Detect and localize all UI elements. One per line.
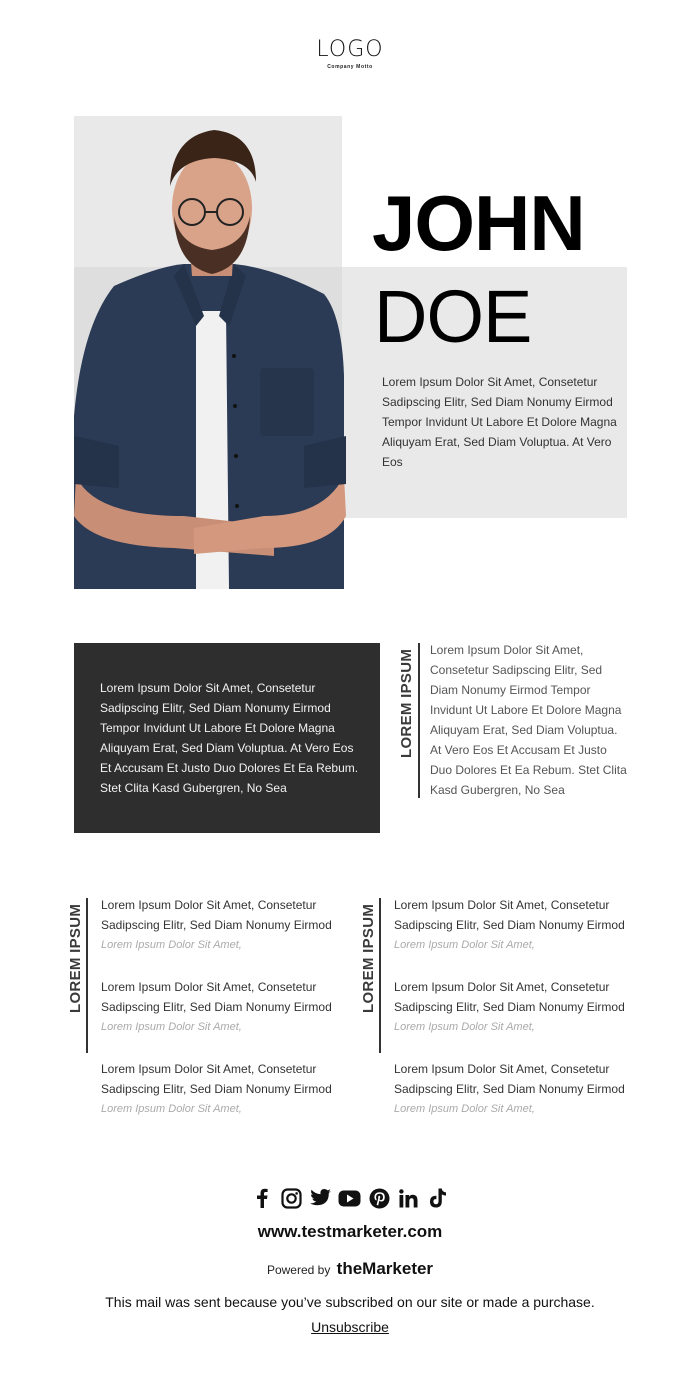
side-text: Lorem Ipsum Dolor Sit Amet, Consetetur Sadipscing Elitr, Sed Diam Nonumy Eirmod Tempor Invidunt Ut Labore Et Dolore Magna Aliquyam Erat, Sed Diam Voluptua. At Vero Eos Et Accusam Et Justo Duo Dolores Et Ea Rebum. Stet Clita Kasd Gubergren, No Sea (430, 643, 627, 797)
facebook-icon[interactable] (250, 1186, 273, 1210)
company-logo (300, 38, 400, 70)
vertical-divider (86, 898, 88, 1053)
column-label: LOREM IPSUM (67, 903, 84, 1013)
item-subtext: Lorem Ipsum Dolor Sit Amet, (101, 939, 242, 951)
powered-by-label: Powered by (266, 1263, 331, 1277)
social-links (250, 1185, 450, 1211)
list-item (394, 1059, 634, 1117)
first-name-heading: JOHN (372, 179, 585, 267)
hero-description: Lorem Ipsum Dolor Sit Amet, Consetetur Sadipscing Elitr, Sed Diam Nonumy Eirmod Tempor Invidunt Ut Labore Et Dolore Magna Aliquyam Erat, Sed Diam Voluptua. At Vero Eos (382, 375, 617, 469)
last-name-heading: DOE (374, 275, 532, 358)
dark-box-text: Lorem Ipsum Dolor Sit Amet, Consetetur Sadipscing Elitr, Sed Diam Nonumy Eirmod Tempor Invidunt Ut Labore Et Dolore Magna Aliquyam Erat, Sed Diam Voluptua. At Vero Eos Et Accusam Et Justo Duo Dolores Et Ea Rebum. Stet Clita Kasd Gubergren, No Sea (100, 681, 359, 795)
powered-by (0, 1259, 700, 1279)
item-subtext: Lorem Ipsum Dolor Sit Amet, (101, 1021, 242, 1033)
item-subtext: Lorem Ipsum Dolor Sit Amet, (394, 939, 535, 951)
item-subtext: Lorem Ipsum Dolor Sit Amet, (394, 1021, 535, 1033)
twitter-icon[interactable] (309, 1186, 332, 1210)
vertical-divider (379, 898, 381, 1053)
item-subtext: Lorem Ipsum Dolor Sit Amet, (394, 1103, 535, 1115)
subscription-notice: This mail was sent because you’ve subscribed on our site or made a purchase. (105, 1294, 595, 1310)
pinterest-icon[interactable] (368, 1186, 391, 1210)
brand-name[interactable]: theMarketer (336, 1259, 434, 1278)
list-item (101, 1059, 341, 1117)
column-label: LOREM IPSUM (360, 903, 377, 1013)
item-text: Lorem Ipsum Dolor Sit Amet, Consetetur Sadipscing Elitr, Sed Diam Nonumy Eirmod (394, 1062, 625, 1096)
item-text: Lorem Ipsum Dolor Sit Amet, Consetetur Sadipscing Elitr, Sed Diam Nonumy Eirmod (394, 898, 625, 932)
item-text: Lorem Ipsum Dolor Sit Amet, Consetetur Sadipscing Elitr, Sed Diam Nonumy Eirmod (101, 1062, 332, 1096)
website-link[interactable]: www.testmarketer.com (257, 1222, 443, 1241)
unsubscribe-link[interactable]: Unsubscribe (311, 1319, 389, 1335)
tiktok-icon[interactable] (427, 1186, 450, 1210)
linkedin-icon[interactable] (397, 1186, 420, 1210)
list-item (394, 895, 634, 953)
item-text: Lorem Ipsum Dolor Sit Amet, Consetetur Sadipscing Elitr, Sed Diam Nonumy Eirmod (394, 980, 625, 1014)
youtube-icon[interactable] (338, 1186, 361, 1210)
vertical-divider (418, 643, 420, 798)
item-text: Lorem Ipsum Dolor Sit Amet, Consetetur Sadipscing Elitr, Sed Diam Nonumy Eirmod (101, 980, 332, 1014)
company-motto: Company Motto (327, 64, 373, 70)
vertical-label: LOREM IPSUM (398, 648, 415, 758)
item-text: Lorem Ipsum Dolor Sit Amet, Consetetur Sadipscing Elitr, Sed Diam Nonumy Eirmod (101, 898, 332, 932)
instagram-icon[interactable] (279, 1186, 302, 1210)
list-item (101, 977, 341, 1035)
item-subtext: Lorem Ipsum Dolor Sit Amet, (101, 1103, 242, 1115)
portrait-image (74, 116, 346, 589)
list-item (394, 977, 634, 1035)
list-item (101, 895, 341, 953)
unsubscribe-row (0, 1319, 700, 1335)
logo-text: LOGO (316, 37, 384, 62)
